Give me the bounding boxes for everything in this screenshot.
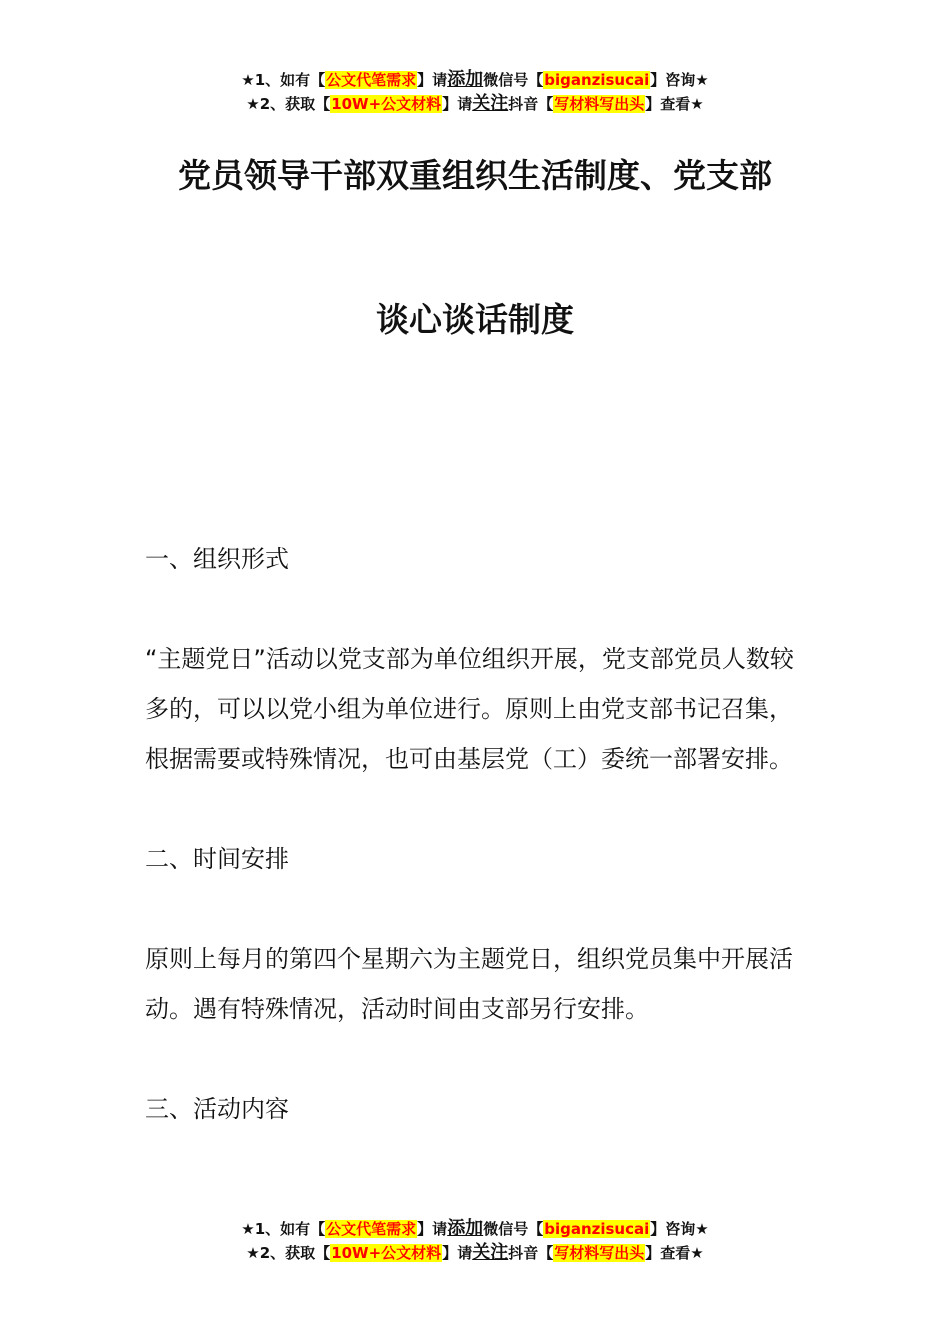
- highlight-douyin-account: 写材料写出头: [554, 95, 645, 113]
- highlight-service: 公文代笔需求: [326, 71, 417, 89]
- highlight-wechat-id: biganzisucai: [544, 71, 650, 89]
- header-banner: [0, 68, 950, 116]
- highlight-wechat-id: biganzisucai: [544, 1220, 650, 1238]
- banner-line-1: ★1、如有【公文代笔需求】请添加微信号【biganzisucai】咨询★: [241, 69, 709, 90]
- section-paragraph: “主题党日”活动以党支部为单位组织开展，党支部党员人数较多的，可以以党小组为单位进行。原则上由党支部书记召集，根据需要或特殊情况，也可由基层党（工）委统一部署安排。: [145, 645, 794, 773]
- banner-line-2: ★2、获取【10W+公文材料】请关注抖音【写材料写出头】查看★: [246, 1242, 704, 1263]
- document-title-line-2: 谈心谈话制度: [376, 300, 574, 339]
- section-heading: 一、组织形式: [145, 545, 289, 573]
- section-heading: 三、活动内容: [145, 1095, 289, 1123]
- section-paragraph: 原则上每月的第四个星期六为主题党日，组织党员集中开展活动。遇有特殊情况，活动时间由支部另行安排。: [145, 945, 793, 1023]
- section-heading: 二、时间安排: [145, 845, 289, 873]
- document-body: [145, 534, 810, 1184]
- highlight-douyin-account: 写材料写出头: [554, 1244, 645, 1262]
- footer-banner: [0, 1217, 950, 1265]
- highlight-materials: 10W+公文材料: [331, 95, 442, 113]
- highlight-materials: 10W+公文材料: [331, 1244, 442, 1262]
- document-title-line-1: 党员领导干部双重组织生活制度、党支部: [178, 156, 772, 195]
- banner-line-1: ★1、如有【公文代笔需求】请添加微信号【biganzisucai】咨询★: [241, 1218, 709, 1239]
- banner-line-2: ★2、获取【10W+公文材料】请关注抖音【写材料写出头】查看★: [246, 93, 704, 114]
- highlight-service: 公文代笔需求: [326, 1220, 417, 1238]
